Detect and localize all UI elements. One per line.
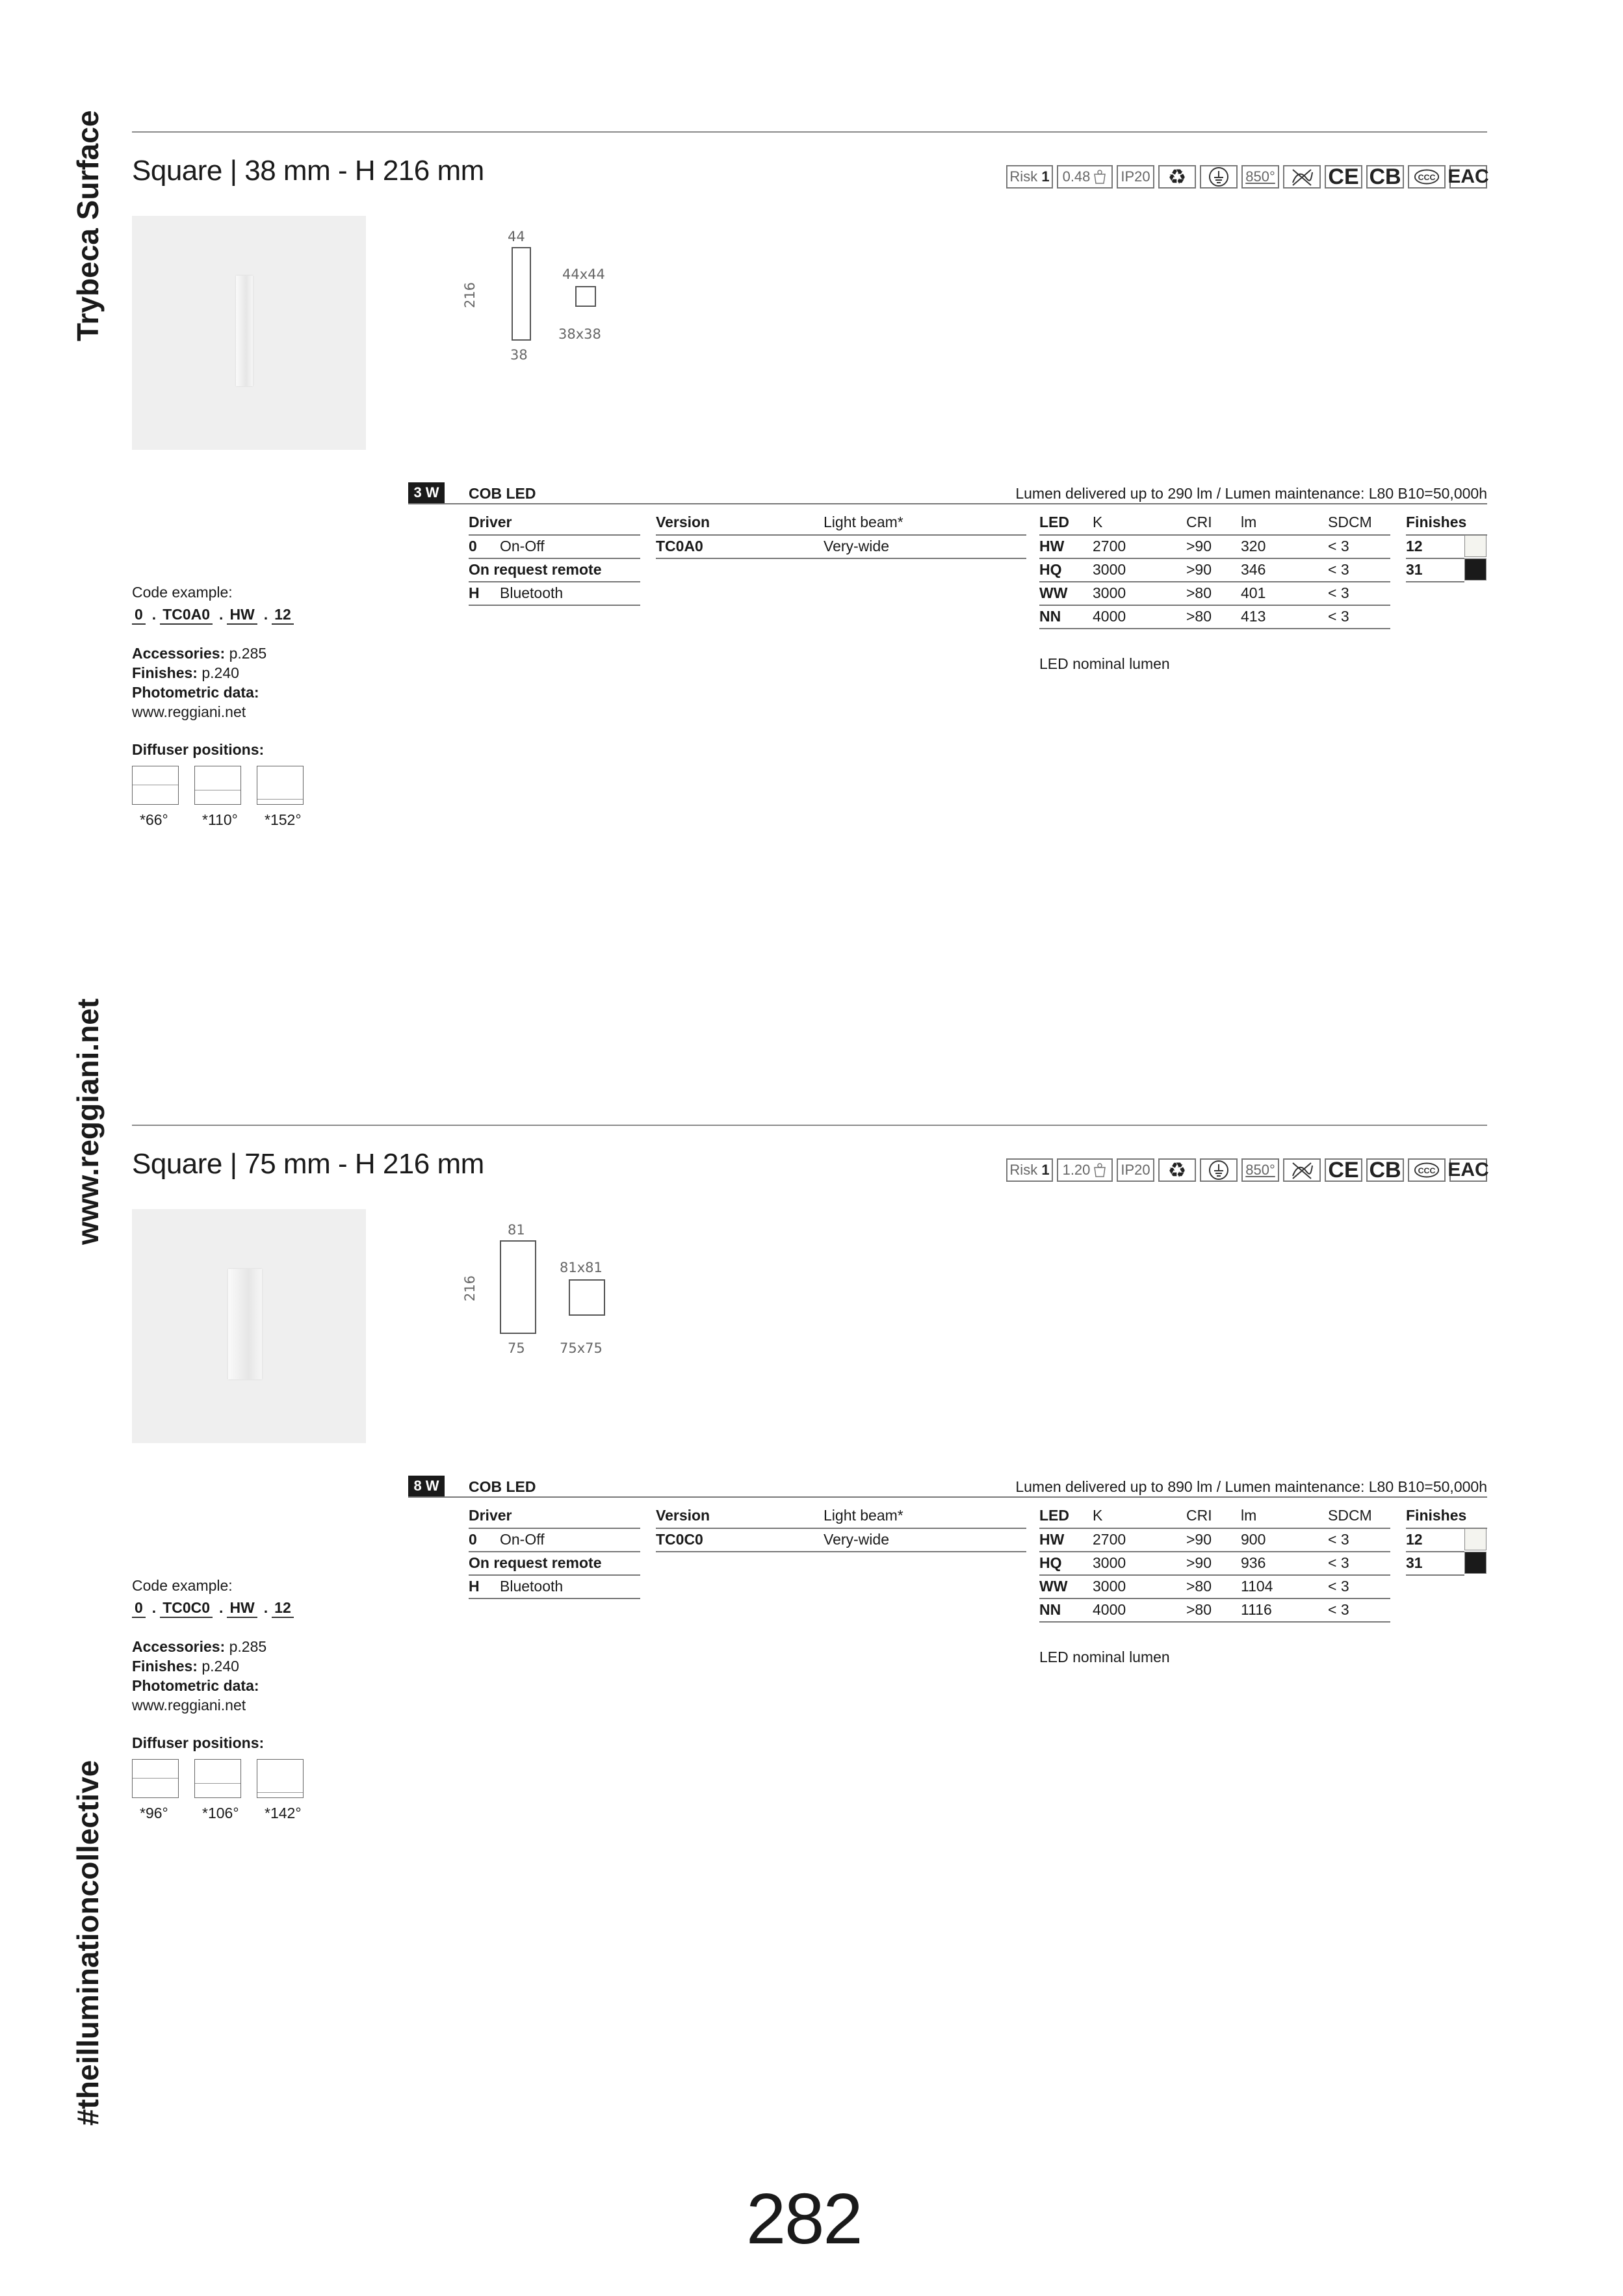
beam-value: Very-wide [824, 1531, 889, 1548]
risk-label: Risk [1009, 1162, 1038, 1178]
dim-top-width: 81 [508, 1222, 525, 1238]
led-note: LED nominal lumen [1039, 1649, 1170, 1665]
code-example [132, 606, 296, 625]
photometric-label: Photometric data: [132, 684, 259, 701]
code-segment: TC0C0 [160, 1599, 213, 1618]
cri-value: 850° [1245, 1162, 1275, 1178]
lamp-render [228, 1269, 262, 1379]
code-segment: HW [227, 606, 257, 625]
eac-mark: EAC [1448, 1159, 1489, 1181]
diffuser-position-icon [194, 766, 241, 805]
ip-rating: IP20 [1121, 168, 1150, 185]
code-segment: 12 [272, 1599, 294, 1618]
weight-value: 1.20 [1062, 1162, 1091, 1178]
table-rule [1039, 1551, 1390, 1552]
ccc-mark-icon [1408, 1158, 1446, 1182]
ce-mark-icon [1325, 165, 1362, 189]
diffuser-position-icon [257, 1759, 304, 1798]
cri-icon [1241, 1158, 1279, 1182]
driver-label: On request remote [469, 1554, 602, 1571]
table-rule [469, 581, 640, 582]
table-rule [1039, 534, 1390, 536]
dim-square-bottom: 38x38 [558, 326, 601, 342]
code-segment: 0 [132, 1599, 146, 1618]
driver-header: Driver [469, 1507, 512, 1524]
table-rule [656, 1528, 1026, 1529]
finish-code[interactable]: 12 [1406, 1531, 1423, 1548]
certification-icons [1006, 1156, 1487, 1184]
led-cell: 2700 [1093, 1531, 1126, 1548]
code-segment: TC0A0 [160, 606, 213, 625]
dim-bottom-width: 38 [510, 347, 528, 363]
risk-group-icon [1006, 1158, 1053, 1182]
led-cell: 401 [1241, 584, 1266, 601]
led-header-cell: LED [1039, 514, 1069, 530]
driver-label: On request remote [469, 561, 602, 578]
ce-mark: CE [1328, 164, 1359, 189]
led-cell: HW [1039, 1531, 1065, 1548]
spec-header-line [408, 503, 1487, 504]
eac-mark-icon [1449, 165, 1487, 189]
led-cell: 4000 [1093, 608, 1126, 625]
cb-mark: CB [1369, 164, 1401, 189]
finish-swatch[interactable] [1464, 1552, 1487, 1574]
accessories-line [132, 1638, 266, 1656]
led-cell: 2700 [1093, 538, 1126, 554]
table-rule [1039, 605, 1390, 606]
table-rule [1406, 581, 1464, 582]
code-separator: . [219, 1599, 224, 1616]
led-cell: >80 [1186, 608, 1212, 625]
led-cell: NN [1039, 608, 1061, 625]
finishes-line [132, 664, 239, 682]
finishes-label: Finishes: [132, 664, 198, 681]
ip-rating-icon [1117, 165, 1154, 189]
version-code: TC0A0 [656, 538, 703, 554]
led-cell: HQ [1039, 1554, 1062, 1571]
table-rule [656, 558, 1026, 559]
led-cell: HQ [1039, 561, 1062, 578]
website-link[interactable]: www.reggiani.net [132, 703, 246, 720]
product-section [132, 131, 1487, 1028]
led-cell: < 3 [1328, 1578, 1349, 1595]
led-header-cell: CRI [1186, 514, 1212, 530]
led-cell: >80 [1186, 584, 1212, 601]
risk-group-icon [1006, 165, 1053, 189]
code-example [132, 1599, 296, 1618]
cri-icon [1241, 165, 1279, 189]
beam-value: Very-wide [824, 538, 889, 554]
sidebar-family-label: Trybeca Surface [71, 110, 105, 341]
table-rule [1406, 1551, 1464, 1552]
led-cell: >90 [1186, 561, 1212, 578]
led-cell: 900 [1241, 1531, 1266, 1548]
led-cell: < 3 [1328, 1531, 1349, 1548]
dim-square-top: 81x81 [560, 1260, 603, 1275]
dim-height: 216 [462, 1275, 478, 1302]
table-rule [469, 605, 640, 606]
accessories-page[interactable]: p.285 [229, 645, 267, 662]
table-rule [1039, 628, 1390, 629]
finishes-label: Finishes: [132, 1658, 198, 1675]
driver-label: Bluetooth [500, 584, 564, 601]
light-source-label: COB LED [469, 1478, 536, 1495]
diffuser-angle: *106° [202, 1805, 239, 1821]
table-rule [469, 1574, 640, 1576]
diffuser-angle: *142° [265, 1805, 302, 1821]
diffuser-angle: *110° [202, 811, 238, 828]
beam-header: Light beam* [824, 1507, 903, 1524]
led-cell: 3000 [1093, 561, 1126, 578]
led-cell: < 3 [1328, 561, 1349, 578]
table-rule [1039, 1598, 1390, 1599]
risk-value: 1 [1041, 1162, 1050, 1178]
weight-icon [1057, 165, 1113, 189]
weight-icon [1057, 1158, 1113, 1182]
photometric-label: Photometric data: [132, 1677, 259, 1694]
code-example-label: Code example: [132, 1577, 233, 1594]
led-cell: 320 [1241, 538, 1266, 554]
sidebar-website-label: www.reggiani.net [71, 998, 105, 1245]
finishes-line [132, 1658, 239, 1675]
dim-square-outline [575, 286, 596, 307]
led-cell: 346 [1241, 561, 1266, 578]
finish-swatch[interactable] [1464, 558, 1487, 581]
finishes-header: Finishes [1406, 1507, 1467, 1524]
cri-value: 850° [1245, 168, 1275, 185]
driver-label: On-Off [500, 1531, 545, 1548]
version-header: Version [656, 514, 710, 530]
table-rule [469, 1598, 640, 1599]
led-header-cell: LED [1039, 1507, 1069, 1524]
finishes-header: Finishes [1406, 514, 1467, 530]
version-code: TC0C0 [656, 1531, 703, 1548]
led-cell: >90 [1186, 538, 1212, 554]
table-rule [1039, 558, 1390, 559]
led-cell: >80 [1186, 1601, 1212, 1618]
dim-square-outline [569, 1279, 605, 1316]
led-cell: NN [1039, 1601, 1061, 1618]
table-rule [1406, 1574, 1464, 1576]
led-cell: >90 [1186, 1531, 1212, 1548]
table-rule [469, 1551, 640, 1552]
ip-rating-icon [1117, 1158, 1154, 1182]
led-cell: WW [1039, 1578, 1068, 1595]
driver-code: H [469, 1578, 480, 1595]
led-cell: 1116 [1241, 1601, 1272, 1618]
diffuser-label: Diffuser positions: [132, 1734, 265, 1751]
table-rule [1039, 1528, 1390, 1529]
cb-mark: CB [1369, 1157, 1401, 1182]
beam-header: Light beam* [824, 514, 903, 530]
finish-code[interactable]: 31 [1406, 1554, 1423, 1571]
finish-code[interactable]: 31 [1406, 561, 1423, 578]
driver-label: Bluetooth [500, 1578, 564, 1595]
product-title: Square | 38 mm - H 216 mm [132, 155, 484, 187]
led-header-cell: K [1093, 1507, 1103, 1524]
weight-value: 0.48 [1062, 168, 1091, 185]
no-dimming-icon [1283, 165, 1321, 189]
ccc-mark-icon [1408, 165, 1446, 189]
eac-mark-icon [1449, 1158, 1487, 1182]
finishes-page[interactable]: p.240 [201, 1658, 239, 1675]
risk-label: Risk [1009, 168, 1038, 185]
certification-icons [1006, 163, 1487, 191]
led-cell: >80 [1186, 1578, 1212, 1595]
led-header-cell: K [1093, 514, 1103, 530]
table-rule [656, 534, 1026, 536]
led-cell: < 3 [1328, 538, 1349, 554]
dimension-drawing [457, 1222, 603, 1391]
code-example-label: Code example: [132, 584, 233, 601]
led-header-cell: CRI [1186, 1507, 1212, 1524]
svg-text:CCC: CCC [1418, 1166, 1436, 1175]
led-header-cell: lm [1241, 1507, 1257, 1524]
led-header-cell: SDCM [1328, 514, 1372, 530]
page-number: 282 [746, 2179, 862, 2259]
dim-bottom-width: 75 [508, 1340, 525, 1356]
driver-code: 0 [469, 1531, 477, 1548]
eac-mark: EAC [1448, 166, 1489, 187]
driver-label: On-Off [500, 538, 545, 554]
diffuser-label: Diffuser positions: [132, 741, 265, 758]
dim-body-outline [500, 1240, 536, 1334]
led-cell: < 3 [1328, 584, 1349, 601]
code-separator: . [151, 1599, 157, 1616]
led-cell: < 3 [1328, 1601, 1349, 1618]
lamp-render [236, 276, 253, 386]
finish-code[interactable]: 12 [1406, 538, 1423, 554]
code-separator: . [263, 606, 268, 623]
table-rule [469, 558, 640, 559]
diffuser-position-icon [132, 766, 179, 805]
accessories-label: Accessories: [132, 645, 226, 662]
section-divider [132, 131, 1487, 133]
led-cell: < 3 [1328, 1554, 1349, 1571]
table-rule [469, 1528, 640, 1529]
led-cell: 4000 [1093, 1601, 1126, 1618]
code-separator: . [219, 606, 224, 623]
table-rule [1039, 1574, 1390, 1576]
code-segment: HW [227, 1599, 257, 1618]
dim-square-bottom: 75x75 [560, 1340, 603, 1356]
earth-class-icon [1200, 1158, 1238, 1182]
lumen-note: Lumen delivered up to 890 lm / Lumen maintenance: L80 B10=50,000h [1015, 1478, 1487, 1495]
no-dimming-icon [1283, 1158, 1321, 1182]
product-title: Square | 75 mm - H 216 mm [132, 1148, 484, 1180]
product-photo [132, 216, 366, 450]
table-rule [1406, 558, 1464, 559]
driver-code: 0 [469, 538, 477, 554]
svg-text:CCC: CCC [1418, 172, 1436, 182]
led-cell: 936 [1241, 1554, 1266, 1571]
version-header: Version [656, 1507, 710, 1524]
diffuser-angle: *96° [140, 1805, 168, 1821]
led-note: LED nominal lumen [1039, 655, 1170, 672]
sidebar-hashtag-label: #theilluminationcollective [71, 1760, 105, 2126]
led-cell: 3000 [1093, 1554, 1126, 1571]
dimension-drawing [457, 229, 605, 398]
cb-mark-icon [1366, 165, 1404, 189]
dim-square-top: 44x44 [562, 267, 605, 282]
diffuser-angle: *66° [140, 811, 168, 828]
ce-mark-icon [1325, 1158, 1362, 1182]
led-cell: 1104 [1241, 1578, 1273, 1595]
table-rule [469, 534, 640, 536]
dim-height: 216 [462, 281, 478, 309]
diffuser-position-icon [132, 1759, 179, 1798]
led-cell: 3000 [1093, 1578, 1126, 1595]
risk-value: 1 [1041, 168, 1050, 185]
dim-top-width: 44 [508, 229, 525, 244]
code-segment: 0 [132, 606, 146, 625]
ip-rating: IP20 [1121, 1162, 1150, 1178]
product-photo [132, 1209, 366, 1443]
finish-swatch[interactable] [1464, 1528, 1487, 1550]
website-link[interactable]: www.reggiani.net [132, 1697, 246, 1714]
diffuser-angle: *152° [265, 811, 302, 828]
code-segment: 12 [272, 606, 294, 625]
section-divider [132, 1125, 1487, 1126]
led-cell: 3000 [1093, 584, 1126, 601]
table-rule [1039, 581, 1390, 582]
code-separator: . [151, 606, 157, 623]
driver-header: Driver [469, 514, 512, 530]
table-rule [656, 1551, 1026, 1552]
spec-header-line [408, 1496, 1487, 1498]
led-header-cell: SDCM [1328, 1507, 1372, 1524]
wattage-badge: 3 W [408, 482, 445, 503]
code-separator: . [263, 1599, 268, 1616]
product-section [132, 1125, 1487, 2022]
diffuser-position-icon [257, 766, 304, 805]
finish-swatch[interactable] [1464, 535, 1487, 557]
ce-mark: CE [1328, 1157, 1359, 1182]
accessories-line [132, 645, 266, 662]
led-header-cell: lm [1241, 514, 1257, 530]
led-cell: WW [1039, 584, 1068, 601]
table-rule [1039, 1621, 1390, 1623]
light-source-label: COB LED [469, 485, 536, 502]
earth-class-icon [1200, 165, 1238, 189]
lumen-note: Lumen delivered up to 290 lm / Lumen maintenance: L80 B10=50,000h [1015, 485, 1487, 502]
accessories-label: Accessories: [132, 1638, 226, 1655]
cb-mark-icon [1366, 1158, 1404, 1182]
dim-body-outline [512, 247, 531, 341]
finishes-page[interactable]: p.240 [201, 664, 239, 681]
led-cell: < 3 [1328, 608, 1349, 625]
wattage-badge: 8 W [408, 1476, 445, 1496]
led-cell: HW [1039, 538, 1065, 554]
led-cell: 413 [1241, 608, 1266, 625]
driver-code: H [469, 584, 480, 601]
diffuser-position-icon [194, 1759, 241, 1798]
recycle-icon: ♻ [1158, 1158, 1196, 1182]
accessories-page[interactable]: p.285 [229, 1638, 267, 1655]
led-cell: >90 [1186, 1554, 1212, 1571]
recycle-icon: ♻ [1158, 165, 1196, 189]
